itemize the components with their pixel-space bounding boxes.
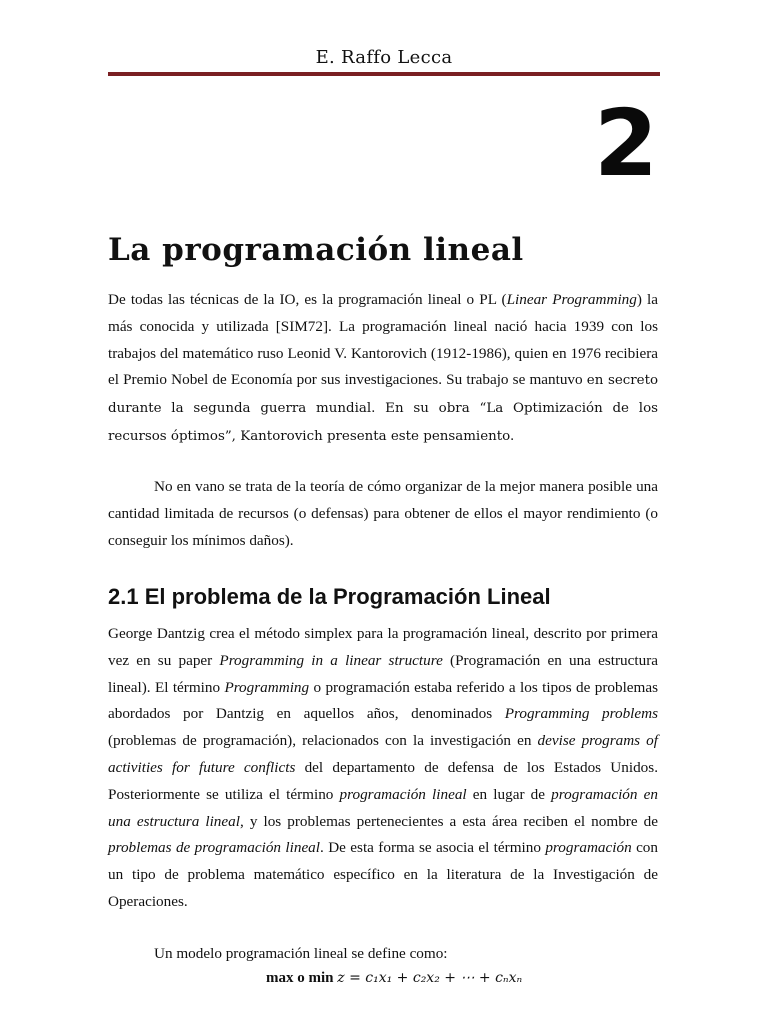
text-run: De todas las técnicas de la IO, es la programación lineal o PL ( — [108, 291, 507, 308]
italic-term: programación lineal — [339, 785, 467, 803]
section-title: 2.1 El problema de la Programación Lineal — [108, 584, 551, 609]
italic-term: Programming — [224, 678, 310, 696]
text-run: . De esta forma se asocia el término — [320, 839, 546, 857]
italic-term: Programming in a linear structure — [219, 651, 443, 669]
formula-expression: z = c₁x₁ + c₂x₂ + ⋯ + cₙxₙ — [337, 970, 523, 986]
text-run: en lugar de — [466, 785, 552, 803]
italic-term: problemas de programación lineal — [108, 839, 320, 857]
objective-formula — [266, 970, 522, 987]
text-run: con un tipo de problema matemático específico en la literatura de la Investigación de Operaciones. — [108, 839, 658, 910]
text-run-alt-font: en secreto durante la segunda guerra mundial. En su obra “La Optimización de los recursos óptimos”, Kantorovich presenta este pensamiento. — [108, 373, 659, 444]
intro-paragraph — [108, 287, 658, 451]
chapter-number: 2 — [593, 90, 658, 197]
text-run: ) la más conocida y utilizada [SIM72]. La programación lineal nació hacia 1939 con los trabajos del matemático ruso Leonid V. Kantorovich (1912-1986), quien en 1976 recibiera el Premio Nobel de Economía por sus investigaciones. Su trabajo se mantuvo — [108, 291, 658, 389]
chapter-title: La programación lineal — [108, 232, 524, 268]
formula-operator: max o min — [266, 970, 334, 986]
text-run: (problemas de programación), relacionados con la investigación en — [108, 732, 538, 750]
italic-term: programación — [545, 839, 632, 857]
header-rule — [108, 72, 660, 76]
dantzig-paragraph — [108, 621, 658, 916]
italic-term: programación en una estructura lineal — [108, 785, 658, 830]
italic-term: devise programs of activities for future conflicts — [108, 732, 658, 776]
second-paragraph: No en vano se trata de la teoría de cómo organizar de la mejor manera posible una cantidad limitada de recursos (o defensas) para obtener de ellos el mayor rendimiento (o conseguir los mínimos daños). — [108, 478, 658, 549]
italic-term: Programming problems — [504, 705, 659, 723]
model-intro-paragraph: Un modelo programación lineal se define como: — [154, 945, 448, 962]
text-run: o programación estaba referido a los tipos de problemas abordados por Dantzig en aquellos años, denominados — [108, 678, 658, 723]
text-run: , y los problemas pertenecientes a esta área reciben el nombre de — [239, 812, 658, 830]
text-run: (Programación en una estructura lineal). El término — [108, 651, 658, 696]
running-header: E. Raffo Lecca — [315, 47, 453, 68]
italic-term: Linear Programming — [506, 291, 637, 308]
text-run: George Dantzig crea el método simplex para la programación lineal, descrito por primera vez en su paper — [108, 625, 658, 669]
text-run: del departamento de defensa de los Estados Unidos. Posteriormente se utiliza el término — [108, 758, 658, 803]
